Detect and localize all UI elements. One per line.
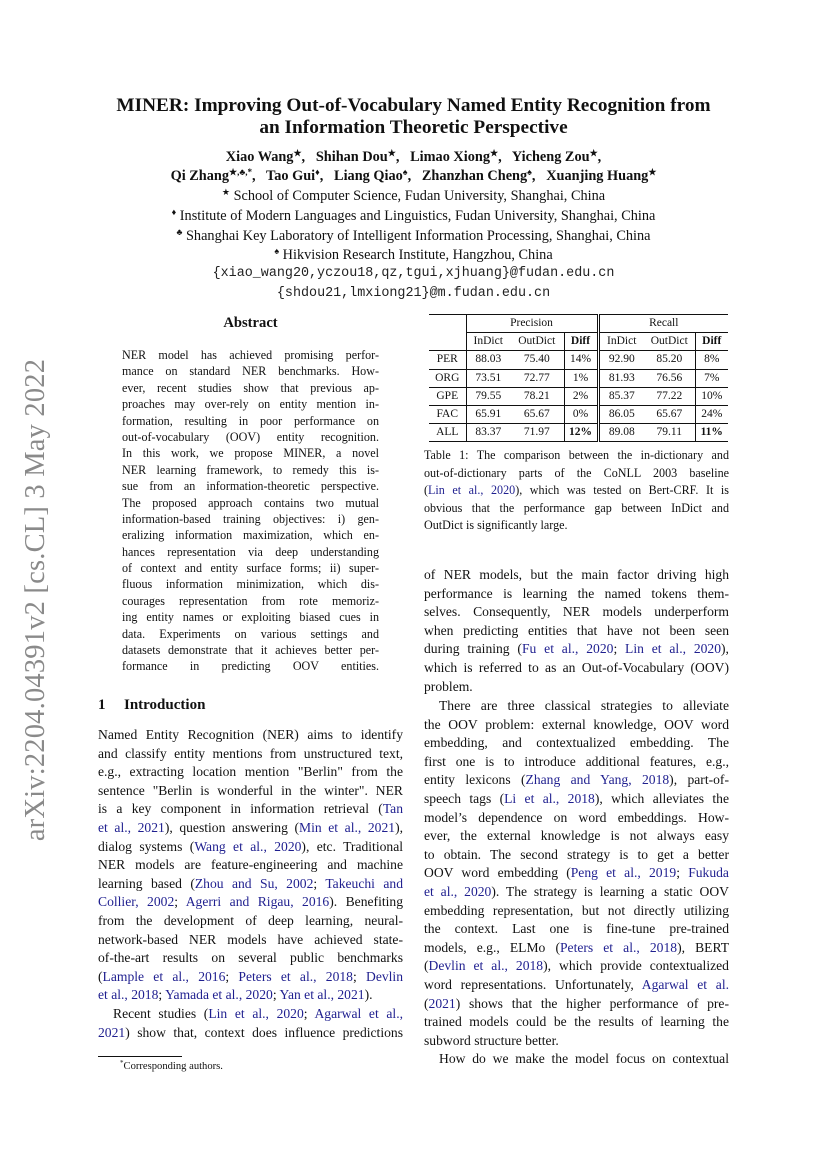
col-header: Diff: [564, 333, 598, 351]
email-line-1[interactable]: {xiao_wang20,yczou18,qz,tgui,xjhuang}@fudan.edu.cn: [212, 266, 615, 281]
text-line: formance in predicting OOV entities.: [122, 659, 379, 674]
section-number: 1: [98, 697, 106, 713]
text-line: performance is learning the named tokens them-: [424, 585, 729, 601]
text-line: (Lin et al., 2020), which was tested on Bert-CRF. It is: [424, 483, 729, 498]
abstract-heading: Abstract: [223, 315, 278, 331]
affiliation-mark: ★,♣,*: [228, 167, 252, 177]
section-title: Introduction: [124, 697, 206, 713]
text-line: OutDict is significantly large.: [424, 518, 568, 533]
table-row: GPE 79.55 78.21 2% 85.37 77.22 10%: [429, 387, 728, 405]
text-line: model’s dependence on word embeddings. How-: [424, 809, 729, 825]
citation-link[interactable]: Peters et al., 2018: [238, 968, 353, 984]
diamond-mark-icon: ♦: [171, 207, 177, 217]
right-column-paragraphs: [424, 697, 729, 1069]
affiliation-mark: ♦: [315, 167, 320, 177]
text-line: of NER models, but the main factor driving high: [424, 567, 729, 582]
author-name: Limao Xiong: [410, 149, 490, 165]
author-name: Yicheng Zou: [511, 149, 590, 165]
citation-link[interactable]: 2021: [428, 995, 456, 1011]
citation-link[interactable]: 2021: [98, 1024, 126, 1040]
text-line: from the development of deep learning, neural-: [98, 912, 403, 928]
citation-link[interactable]: Fukuda: [688, 865, 729, 881]
email-line-2[interactable]: {shdou21,lmxiong21}@m.fudan.edu.cn: [276, 286, 551, 301]
club-mark-icon: ♣: [176, 227, 183, 237]
text-line: e.g., extracting location mention "Berlin" from the: [98, 764, 403, 780]
col-header: Diff: [702, 335, 722, 348]
affiliation-3: ♣ Shanghai Key Laboratory of Intelligent Information Processing, Shanghai, China: [176, 227, 651, 244]
table-row: ALL 83.37 71.97 12% 89.08 79.11 11%: [429, 424, 728, 442]
author-line-1: Xiao Wang★, Shihan Dou★, Limao Xiong★, Yicheng Zou★,: [225, 148, 602, 165]
author-name: Qi Zhang: [170, 168, 229, 184]
table-row: ORG 73.51 72.77 1% 81.93 76.56 7%: [429, 369, 728, 387]
text-line: of context and entity surface forms; ii) super-: [122, 561, 379, 576]
text-line: fluous information minimization, which dis-: [122, 577, 379, 592]
citation-link[interactable]: Lin et al., 2020: [208, 1005, 304, 1021]
text-line: Table 1: The comparison between the in-dictionary and: [424, 448, 729, 462]
text-line: proaches may over-rely on entity mention in-: [122, 397, 379, 412]
text-line: eralizing information maximization, which en-: [122, 528, 379, 543]
text-line: of-the-art results on several public benchmarks: [98, 950, 403, 966]
text-line: dialog systems (Wang et al., 2020), etc. Traditional: [98, 838, 403, 854]
title-line-1: MINER: Improving Out-of-Vocabulary Named Entity Recognition from: [116, 95, 711, 116]
author-name: Zhanzhan Cheng: [421, 168, 528, 184]
results-table: [429, 314, 728, 442]
left-column-body: [98, 726, 403, 1042]
text-line: courages representation from rote memoriz-: [122, 593, 379, 608]
text-line: embedding representation, but not directly utilizing: [424, 902, 729, 918]
citation-link[interactable]: Peng et al., 2019: [570, 865, 677, 881]
citation-link[interactable]: Yan et al., 2021: [279, 987, 365, 1003]
citation-link[interactable]: et al., 2020: [424, 883, 492, 899]
col-header: OutDict: [644, 333, 695, 351]
text-line: How do we make the model focus on contextual: [439, 1051, 729, 1067]
citation-link[interactable]: Lin et al., 2020: [625, 641, 722, 657]
right-column-continuation: [424, 566, 729, 696]
text-line: Named Entity Recognition (NER) aims to identify: [98, 727, 403, 742]
text-line: the context. Last one is fine-tune pre-trained: [424, 921, 729, 937]
footnote-mark: *: [120, 1059, 124, 1067]
text-line: ever, the external knowledge is not always easy: [424, 828, 729, 844]
citation-link[interactable]: Devlin: [366, 968, 403, 984]
table-corner: [429, 315, 466, 333]
citation-link[interactable]: Lample et al., 2016: [102, 968, 226, 984]
footnote-rule: [98, 1056, 182, 1057]
author-name: Xiao Wang: [225, 149, 294, 165]
text-line: learning based (Zhou and Su, 2002; Takeuchi and: [98, 875, 403, 891]
citation-link[interactable]: Collier, 2002: [98, 894, 175, 910]
text-line: first one is to introduce additional features, e.g.,: [424, 753, 729, 769]
text-line: out-of-vocabulary (OOV) entity recognition.: [122, 429, 379, 444]
text-line: OOV word embedding (Peng et al., 2019; Fukuda: [424, 865, 729, 881]
affiliation-2: ♦ Institute of Modern Languages and Linguistics, Fudan University, Shanghai, China: [171, 207, 656, 224]
text-line: during training (Fu et al., 2020; Lin et al., 2020),: [424, 641, 729, 657]
text-line: et al., 2018; Yamada et al., 2020; Yan et al., 2021).: [98, 987, 373, 1003]
text-line: The proposed approach contains two mutual: [122, 495, 379, 510]
citation-link[interactable]: Tan: [382, 801, 403, 817]
text-line: There are three classical strategies to alleviate: [439, 698, 729, 713]
text-line: NER model has achieved promising perfor-: [122, 348, 379, 362]
table-caption: [424, 447, 729, 535]
text-line: selves. Consequently, NER models underperform: [424, 604, 729, 620]
affiliation-mark: ★: [648, 167, 657, 177]
arxiv-identifier-stamp: arXiv:2204.04391v2 [cs.CL] 3 May 2022: [20, 358, 51, 842]
col-header: InDict: [473, 335, 503, 348]
text-line: when predicting entities that have not been seen: [424, 622, 729, 638]
text-line: models, e.g., ELMo (Peters et al., 2018), BERT: [424, 939, 729, 955]
text-line: trained models could be the results of learning the: [424, 1014, 729, 1030]
paper-title: [80, 95, 747, 139]
text-line: sue from an information-theoretic perspective.: [122, 479, 379, 494]
affiliation-mark: ★: [489, 148, 499, 158]
text-line: ever, recent studies show that previous ap-: [122, 380, 379, 395]
text-line: word representations. Unfortunately, Agarwal et al.: [424, 976, 729, 992]
affiliation-4: ♠ Hikvision Research Institute, Hangzhou, China: [274, 246, 553, 263]
text-line: Collier, 2002; Agerri and Rigau, 2016). Benefiting: [98, 894, 403, 910]
citation-link[interactable]: et al., 2018: [98, 987, 159, 1003]
group-header-recall: Recall: [598, 315, 728, 333]
text-line: speech tags (Li et al., 2018), which alleviates the: [424, 790, 729, 806]
text-line: information-based training objectives: i) gen-: [122, 511, 379, 526]
author-name: Xuanjing Huang: [546, 168, 649, 184]
text-line: embedding, and contextualized embedding. The: [424, 735, 729, 751]
affiliation-mark: ♠: [527, 167, 532, 177]
citation-link[interactable]: Yamada et al., 2020: [165, 987, 273, 1003]
citation-link[interactable]: Devlin et al., 2018: [428, 958, 544, 974]
text-line: problem.: [424, 678, 473, 694]
citation-link[interactable]: Agerri and Rigau, 2016: [185, 894, 330, 910]
citation-link[interactable]: Peters et al., 2018: [559, 939, 678, 955]
text-line: et al., 2021), question answering (Min et al., 2021),: [98, 819, 403, 835]
text-line: ing entity names or exploiting biased cues in: [122, 610, 379, 625]
affiliation-mark: ★: [589, 148, 598, 158]
affiliation-mark: ♠: [402, 167, 408, 177]
text-line: and classify entity mentions from unstructured text,: [98, 745, 403, 761]
text-line: out-of-dictionary parts of the CoNLL 2003 baseline: [424, 465, 729, 480]
spade-mark-icon: ♠: [274, 246, 280, 256]
table-row: PER 88.03 75.40 14% 92.90 85.20 8%: [429, 351, 728, 369]
citation-link[interactable]: Takeuchi and: [325, 875, 403, 891]
citation-link[interactable]: Lin et al., 2020: [428, 483, 516, 498]
table-row: FAC 65.91 65.67 0% 86.05 65.67 24%: [429, 405, 728, 423]
group-header-precision: Precision: [466, 315, 598, 333]
citation-link[interactable]: Agarwal et al.: [641, 976, 729, 992]
citation-link[interactable]: Li et al., 2018: [504, 790, 595, 806]
text-line: network-based NER models have achieved state-: [98, 931, 403, 947]
col-header: InDict: [607, 335, 637, 348]
citation-link[interactable]: Wang et al., 2020: [194, 838, 302, 854]
text-line: mance on standard NER benchmarks. How-: [122, 364, 379, 379]
text-line: entity lexicons (Zhang and Yang, 2018), part-of-: [424, 772, 729, 788]
text-line: NER learning framework, to remedy this is-: [122, 462, 379, 477]
text-line: sentence "Berlin is wonderful in the winter". NER: [98, 782, 403, 798]
citation-link[interactable]: Min et al., 2021: [299, 819, 396, 835]
footnote-link[interactable]: *: [247, 167, 252, 177]
title-line-2: an Information Theoretic Perspective: [259, 117, 568, 138]
star-mark-icon: ★: [221, 187, 230, 197]
citation-link[interactable]: Agarwal et al.,: [314, 1005, 403, 1021]
affiliation-mark: ★: [293, 148, 302, 158]
text-line: et al., 2020). The strategy is learning a static OOV: [424, 883, 729, 899]
citation-link[interactable]: Zhang and Yang, 2018: [525, 772, 670, 788]
footnote: *Corresponding authors.: [120, 1059, 223, 1072]
author-name: Shihan Dou: [315, 149, 388, 165]
abstract-body: [122, 347, 379, 675]
citation-link[interactable]: Fu et al., 2020: [521, 641, 614, 657]
citation-link[interactable]: Zhou and Su, 2002: [194, 875, 314, 891]
text-line: (Devlin et al., 2018), which provide contextualized: [424, 958, 729, 974]
text-line: which is referred to as an Out-of-Vocabulary (OOV): [424, 659, 729, 675]
affiliation-1: ★ School of Computer Science, Fudan University, Shanghai, China: [221, 187, 606, 204]
text-line: 2021) show that, context does influence predictions: [98, 1024, 403, 1040]
text-line: NER models are feature-engineering and machine: [98, 857, 403, 873]
text-line: obvious that the performance gap between InDict and: [424, 500, 729, 515]
text-line: hances representation via deep understanding: [122, 544, 379, 559]
section-heading-introduction: [98, 697, 205, 714]
affiliation-mark: ★: [387, 148, 396, 158]
text-line: Recent studies (Lin et al., 2020; Agarwal et al.,: [113, 1005, 403, 1021]
author-line-2: Qi Zhang★,♣,*, Tao Gui♦, Liang Qiao♠, Zhanzhan Cheng♠, Xuanjing Huang★: [170, 167, 657, 184]
text-line: is a key component in information retrieval (Tan: [98, 801, 403, 817]
text-line: (Lample et al., 2016; Peters et al., 2018; Devlin: [98, 968, 403, 984]
text-line: to obtain. The second strategy is to get a better: [424, 846, 729, 862]
text-line: In this work, we propose MINER, a novel: [122, 446, 379, 461]
text-line: datasets demonstrate that it achieves better per-: [122, 643, 379, 658]
author-name: Tao Gui: [266, 168, 316, 184]
text-line: subword structure better.: [424, 1032, 559, 1048]
text-line: formation, resulting in poor performance on: [122, 413, 379, 428]
text-line: data. Experiments on various settings and: [122, 626, 379, 641]
text-line: (2021) shows that the higher performance of pre-: [424, 995, 729, 1011]
citation-link[interactable]: et al., 2021: [98, 819, 165, 835]
author-name: Liang Qiao: [334, 168, 403, 184]
col-header: OutDict: [510, 333, 564, 351]
text-line: the OOV problem: external knowledge, OOV word: [424, 716, 729, 732]
